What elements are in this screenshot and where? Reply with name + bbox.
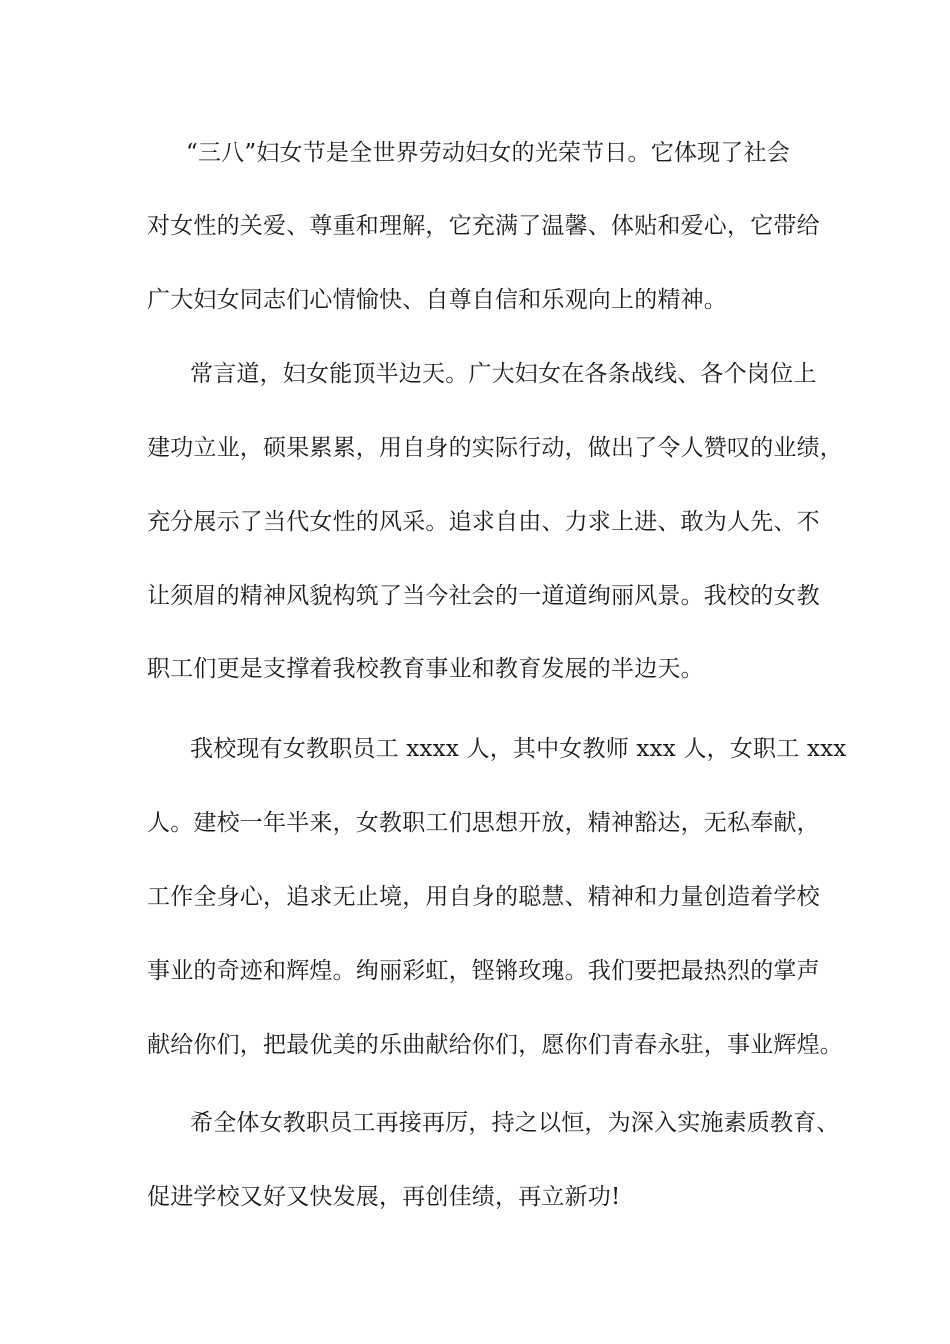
paragraph-3-line-5: 献给你们，把最优美的乐曲献给你们，愿你们青春永驻，事业辉煌。 [147,1032,843,1058]
paragraph-3-line-1: 我校现有女教职员工 xxxx 人，其中女教师 xxx 人，女职工 xxx [190,736,847,762]
paragraph-4-line-1: 希全体女教职员工再接再厉，持之以恒，为深入实施素质教育、 [190,1110,840,1136]
paragraph-1-line-3: 广大妇女同志们心情愉快、自尊自信和乐观向上的精神。 [147,287,727,313]
paragraph-2-line-5: 职工们更是支撑着我校教育事业和教育发展的半边天。 [147,656,704,682]
paragraph-3-line-4: 事业的奇迹和辉煌。绚丽彩虹，铿锵玫瑰。我们要把最热烈的掌声 [147,958,820,984]
paragraph-4-line-2: 促进学校又好又快发展，再创佳绩，再立新功! [147,1184,621,1210]
paragraph-3-line-3: 工作全身心，追求无止境，用自身的聪慧、精神和力量创造着学校 [147,884,820,910]
paragraph-2-line-3: 充分展示了当代女性的风采。追求自由、力求上进、敢为人先、不 [147,509,820,535]
paragraph-1-line-2: 对女性的关爱、尊重和理解，它充满了温馨、体贴和爱心，它带给 [147,213,820,239]
paragraph-1-line-1: “三八”妇女节是全世界劳动妇女的光荣节日。它体现了社会 [186,140,790,166]
paragraph-2-line-4: 让须眉的精神风貌构筑了当今社会的一道道绚丽风景。我校的女教 [147,583,820,609]
paragraph-2-line-1: 常言道，妇女能顶半边天。广大妇女在各条战线、各个岗位上 [190,361,817,387]
paragraph-2-line-2: 建功立业，硕果累累，用自身的实际行动，做出了令人赞叹的业绩， [147,435,843,461]
paragraph-3-line-2: 人。建校一年半来，女教职工们思想开放，精神豁达，无私奉献， [147,810,820,836]
